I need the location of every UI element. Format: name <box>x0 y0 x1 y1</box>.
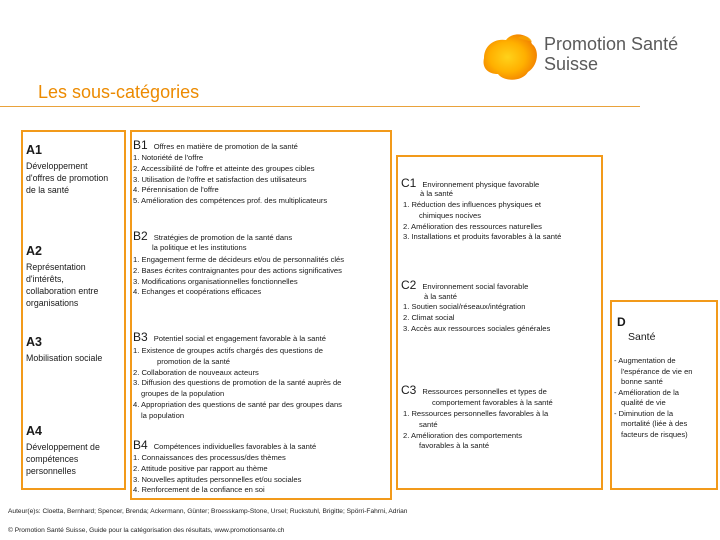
c1-code: C1 <box>401 176 417 190</box>
b2-list <box>133 255 344 298</box>
list-item: chimiques nocives <box>419 210 482 220</box>
list-item: 1. Engagement ferme de décideurs et/ou de personnalités clés <box>133 255 345 264</box>
c2-label: Environnement social favorable <box>422 282 529 291</box>
c2-label-cont: à la santé <box>424 292 457 301</box>
list-item: 2. Accessibilité de l'offre et atteinte des groupes cibles <box>133 163 315 173</box>
brand-name-line1: Promotion Santé <box>544 34 679 54</box>
list-item: 2. Bases écrites contraignantes pour des actions significatives <box>133 265 342 275</box>
c1-label-cont: à la santé <box>420 189 453 198</box>
list-item: l'espérance de vie en <box>621 366 693 376</box>
title-underline <box>0 106 640 107</box>
footer-copyright: © Promotion Santé Suisse, Guide pour la catégorisation des résultats, www.promotionsante.ch <box>8 527 285 534</box>
b3-label: Potentiel social et engagement favorable à la santé <box>153 334 326 343</box>
b3-code: B3 <box>133 330 148 344</box>
list-item: 4. Echanges et coopérations efficaces <box>133 287 262 297</box>
list-item: 1. Ressources personnelles favorables à la <box>403 409 549 418</box>
list-item: 4. Appropriation des questions de santé par des groupes dans <box>133 399 342 409</box>
a3-description: Mobilisation sociale <box>26 353 103 363</box>
list-item: 2. Amélioration des ressources naturelles <box>403 221 542 231</box>
b4-code: B4 <box>133 438 148 452</box>
brand-name-line2: Suisse <box>544 54 599 74</box>
list-item: mortalité (liée à des <box>621 419 688 428</box>
list-item: 3. Modifications organisationnelles fonctionnelles <box>133 276 298 286</box>
list-item: - Amélioration de la <box>614 387 680 397</box>
b4-header <box>133 438 316 452</box>
c2-list <box>403 302 550 334</box>
b1-header <box>133 138 298 152</box>
list-item: 4. Pérennisation de l'offre <box>133 185 219 195</box>
list-item: 1. Connaissances des processus/des thèmes <box>133 453 286 462</box>
list-item: 3. Diffusion des questions de promotion de la santé auprès de <box>133 378 342 388</box>
b4-label: Compétences individuelles favorables à la santé <box>153 442 317 451</box>
list-item: 3. Installations et produits favorables à la santé <box>403 232 562 242</box>
b2-header <box>133 229 292 243</box>
c3-list <box>403 409 548 452</box>
brand-logo <box>478 28 708 84</box>
b1-code: B1 <box>133 138 148 152</box>
list-item: 1. Soutien social/réseaux/intégration <box>403 302 526 311</box>
c2-code: C2 <box>401 278 417 292</box>
list-item: bonne santé <box>621 377 663 386</box>
b1-label: Offres en matière de promotion de la santé <box>153 142 298 151</box>
brand-blob-icon <box>478 28 540 84</box>
b2-code: B2 <box>133 229 148 243</box>
a4-code: A4 <box>26 424 42 438</box>
brand-name <box>544 34 678 74</box>
c3-label-cont: comportement favorables à la santé <box>432 398 553 407</box>
list-item: - Augmentation de <box>614 356 676 365</box>
b2-label: Stratégies de promotion de la santé dans <box>153 233 293 242</box>
list-item: 4. Renforcement de la confiance en soi <box>133 485 265 495</box>
list-item: 5. Amélioration des compétences prof. des multiplicateurs <box>133 196 328 206</box>
c3-code: C3 <box>401 383 417 397</box>
b4-list <box>133 453 301 496</box>
c3-header <box>401 383 547 397</box>
d-label: Santé <box>628 331 656 343</box>
list-item: 1. Notoriété de l'offre <box>133 153 204 162</box>
list-item: favorables à la santé <box>419 441 490 451</box>
b3-list <box>133 346 342 422</box>
list-item: 3. Nouvelles aptitudes personnelles et/ou sociales <box>133 474 302 484</box>
d-list <box>614 356 693 440</box>
list-item: 1. Réduction des influences physiques et <box>403 200 542 209</box>
list-item: 1. Existence de groupes actifs chargés des questions de <box>133 346 323 355</box>
a1-description: Développement d'offres de promotion de la santé <box>26 161 109 195</box>
a4-description: Développement de compétences personnelles <box>26 442 100 476</box>
list-item: santé <box>419 419 438 429</box>
list-item: 2. Amélioration des comportements <box>403 430 523 440</box>
page-title: Les sous-catégories <box>38 82 200 102</box>
list-item: 2. Attitude positive par rapport au thème <box>133 463 268 473</box>
c2-header <box>401 278 528 292</box>
footer-authors: Auteur(e)s: Cloetta, Bernhard; Spencer, Brenda; Ackermann, Günter; Broesskamp-Stone, Ursel; Ruckstuhl, Brigitte; Spörri-Fahrni, Adrian <box>8 508 408 515</box>
a2-code: A2 <box>26 244 42 258</box>
list-item: la population <box>141 410 185 420</box>
list-item: 2. Climat social <box>403 312 455 322</box>
d-code: D <box>617 315 626 329</box>
c1-label: Environnement physique favorable <box>422 180 540 189</box>
list-item: 3. Accès aux ressources sociales générales <box>403 323 551 333</box>
list-item: qualité de vie <box>621 398 666 407</box>
c1-header <box>401 176 539 190</box>
b3-header <box>133 330 326 344</box>
list-item: facteurs de risques) <box>621 429 688 439</box>
b1-list <box>133 153 327 207</box>
a3-code: A3 <box>26 335 42 349</box>
list-item: - Diminution de la <box>614 408 674 418</box>
list-item: groupes de la population <box>141 389 225 399</box>
c3-label: Ressources personnelles et types de <box>422 387 547 396</box>
c1-list <box>403 200 561 243</box>
list-item: 3. Utilisation de l'offre et satisfaction des utilisateurs <box>133 174 307 184</box>
a2-description: Représentation d'intérêts, collaboration entre organisations <box>26 262 99 308</box>
a1-code: A1 <box>26 143 42 157</box>
b2-label-cont: la politique et les institutions <box>152 243 247 252</box>
list-item: 2. Collaboration de nouveaux acteurs <box>133 367 259 377</box>
list-item: promotion de la santé <box>157 356 231 366</box>
